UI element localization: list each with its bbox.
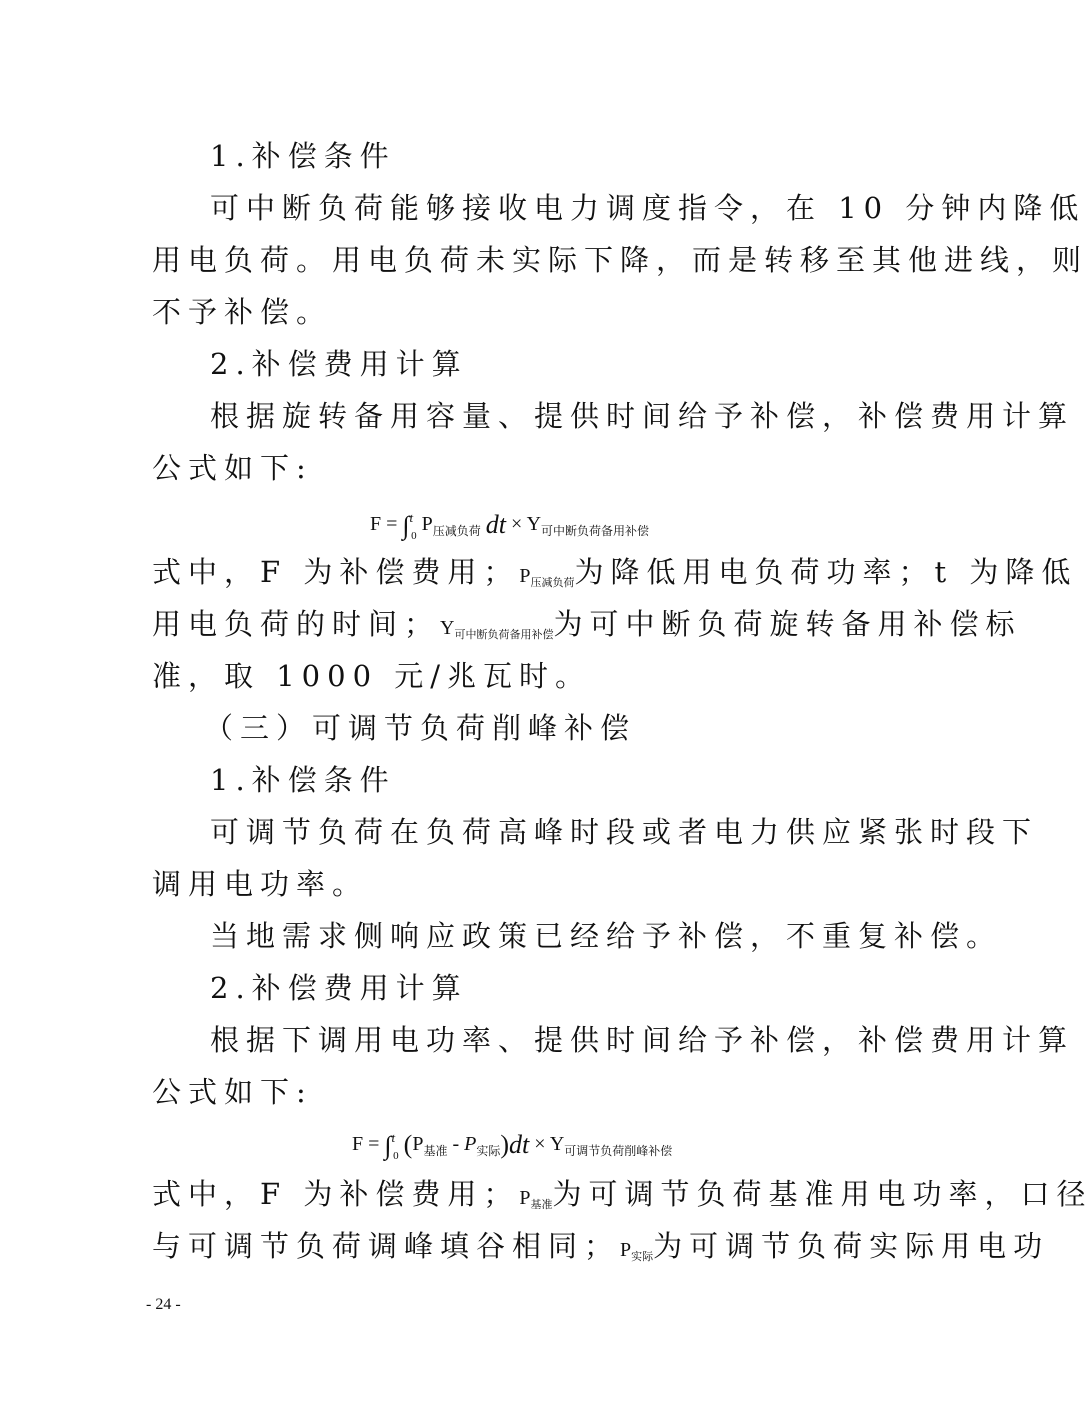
inline-symbol: P (519, 1187, 531, 1209)
text-segment: 为降低用电负荷功率；t 为降低 (574, 555, 1078, 589)
formula-symbol-y: Y (549, 1133, 565, 1155)
text-segment: 为可调节负荷实际用电功 (653, 1229, 1050, 1263)
page-number: - 24 - (146, 1296, 181, 1313)
formula-lhs: F = (370, 513, 398, 535)
explanation-line (152, 607, 1022, 649)
formula-subscript: 实际 (476, 1144, 501, 1158)
formula-minus: - (452, 1133, 460, 1155)
paragraph-line: 根据旋转备用容量、提供时间给予补偿，补偿费用计算 (210, 399, 1075, 433)
paragraph-line: 可中断负荷能够接收电力调度指令，在 10 分钟内降低 (210, 191, 1086, 225)
inline-symbol: Y (440, 617, 455, 639)
section-heading-peak-shaving: （三）可调节负荷削峰补偿 (204, 711, 637, 745)
formula-lhs: F = (352, 1133, 380, 1155)
heading-compensation-condition: 1.补偿条件 (210, 763, 396, 797)
formula-paren: ) (500, 1130, 510, 1159)
explanation-line (152, 555, 1078, 597)
text-segment: 与可调节负荷调峰填谷相同； (152, 1229, 621, 1263)
paragraph-line: 不予补偿。 (152, 295, 333, 329)
text-segment: 式中，F 为补偿费用； (152, 555, 520, 589)
text-segment: 为可中断负荷旋转备用补偿标 (553, 607, 1022, 641)
formula-subscript: 可调节负荷削峰补偿 (564, 1144, 673, 1158)
formula-subscript: 基准 (423, 1144, 448, 1158)
integral-upper-limit: t (409, 510, 414, 525)
inline-subscript: 压减负荷 (530, 576, 575, 589)
formula-paren: ( (403, 1130, 413, 1159)
integral-upper-limit: t (391, 1130, 396, 1145)
formula-symbol-p: P (412, 1133, 424, 1155)
paragraph-line: 可调节负荷在负荷高峰时段或者电力供应紧张时段下 (210, 815, 1039, 849)
formula-times: × (534, 1133, 546, 1155)
formula-times: × (511, 513, 523, 535)
paragraph-line: 调用电功率。 (152, 867, 369, 901)
formula-interruptible-load (370, 510, 649, 542)
formula-dt: dt (485, 510, 507, 539)
paragraph-line: 当地需求侧响应政策已经给予补偿，不重复补偿。 (210, 919, 1003, 953)
inline-subscript: 基准 (530, 1198, 553, 1211)
text-segment: 用电负荷的时间； (152, 607, 441, 641)
heading-compensation-condition: 1.补偿条件 (210, 139, 396, 173)
formula-subscript: 可中断负荷备用补偿 (541, 524, 650, 538)
heading-cost-calculation: 2.补偿费用计算 (210, 971, 468, 1005)
text-segment: 为可调节负荷基准用电功率，口径 (552, 1177, 1092, 1211)
formula-symbol-p: P (421, 513, 433, 535)
formula-dt: dt (509, 1130, 530, 1159)
integral-lower-limit: 0 (411, 530, 417, 542)
explanation-line (152, 1229, 1050, 1271)
paragraph-line: 用电负荷。用电负荷未实际下降，而是转移至其他进线，则 (152, 243, 1089, 277)
integral-sign: ∫ (384, 1131, 392, 1160)
inline-symbol: P (620, 1239, 632, 1261)
inline-symbol: P (519, 565, 531, 587)
formula-subscript: 压减负荷 (432, 524, 481, 538)
paragraph-line: 根据下调用电功率、提供时间给予补偿，补偿费用计算 (210, 1023, 1075, 1057)
explanation-line (152, 1177, 1092, 1219)
paragraph-line: 公式如下: (152, 1075, 313, 1109)
paragraph-line: 公式如下: (152, 451, 313, 485)
inline-subscript: 可中断负荷备用补偿 (454, 628, 554, 641)
formula-symbol-y: Y (526, 513, 542, 535)
integral-sign: ∫ (402, 511, 410, 540)
heading-cost-calculation: 2.补偿费用计算 (210, 347, 468, 381)
formula-adjustable-load (352, 1130, 672, 1162)
formula-symbol-p: P (464, 1133, 477, 1155)
text-segment: 式中，F 为补偿费用； (152, 1177, 520, 1211)
explanation-line: 准，取 1000 元/兆瓦时。 (152, 659, 592, 693)
inline-subscript: 实际 (631, 1250, 654, 1263)
integral-lower-limit: 0 (393, 1150, 399, 1162)
